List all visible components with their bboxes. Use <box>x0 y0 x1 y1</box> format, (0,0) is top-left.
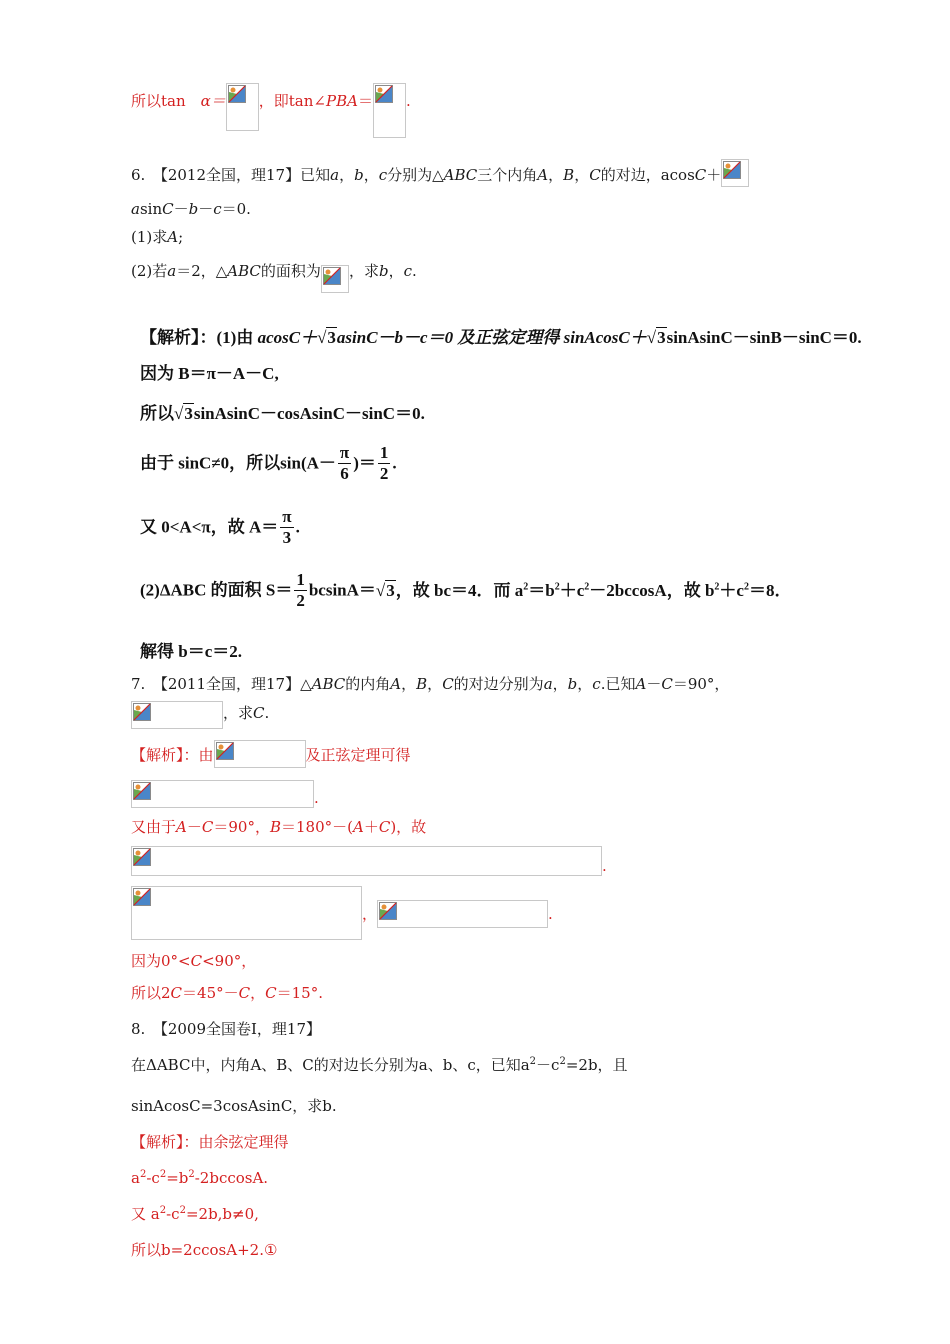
q7-solution-line4: . <box>131 846 607 876</box>
q8-header: 8. 【2009全国卷Ⅰ，理17】 <box>131 1020 322 1038</box>
fraction: $\frac{\pi}{6}$ <box>339 443 350 483</box>
q7-solution-start: 【解析】：由 及正弦定理可得 <box>131 745 411 768</box>
q8-solution-line3: 所以b=2ccosA+2.① <box>131 1241 278 1259</box>
q6-part1: (1)求A; <box>131 228 184 246</box>
q7-solution-line5: ， . <box>131 886 553 940</box>
fraction: $\frac{1}{2}$ <box>379 443 389 483</box>
broken-image-icon <box>131 846 602 876</box>
q6-equation: asinC－b－c＝0. <box>131 200 251 218</box>
q8-solution-line1: $a^2-c^2=b^2-2bccosA$. <box>131 1169 269 1187</box>
q8-solution-line2: 又 $a^2-c^2=2b,b\ne 0$, <box>131 1205 259 1223</box>
q6-statement: 6. 【2012全国，理17】已知a，b，c分别为△ABC三个内角A，B，C的对边，acosC＋ <box>131 165 749 187</box>
q7-solution-line3: 又由于A－C＝90°，B＝180°－(A＋C)，故 <box>131 818 427 836</box>
q7-given: ，求C. <box>131 703 269 729</box>
q7-solution-line7: 所以2C＝45°－C，C＝15°. <box>131 984 323 1002</box>
sol6-line5: 又 0<A<π，故 A＝ $\frac{\pi}{3}$ . <box>140 507 300 547</box>
q8-statement: 在ΔABC中，内角A、B、C的对边长分别为a、b、c，已知$a^2-c^2=2b$，且 <box>131 1056 628 1074</box>
sol6-line1: 【解析】：(1)由 acosC＋√3asinC－b－c＝0 及正弦定理得 sinAcosC＋√3sinAsinC－sinB－sinC＝0. <box>140 328 862 347</box>
q7-solution-line6: 因为0°<C<90°， <box>131 952 257 970</box>
broken-image-icon <box>131 701 223 729</box>
sol6-line7: 解得 b＝c＝2. <box>140 642 242 661</box>
broken-image-icon <box>377 900 548 928</box>
q8-statement-line2: sinAcosC=3cosAsinC，求b. <box>131 1097 337 1115</box>
sol6-line2: 因为 B＝π－A－C, <box>140 364 279 383</box>
q8-solution-label: 【解析】：由余弦定理得 <box>131 1133 289 1151</box>
sol6-line3: 所以√3sinAsinC－cosAsinC－sinC＝0. <box>140 404 425 423</box>
sol6-line4: 由于 sinC≠0，所以sin(A－ $\frac{\pi}{6}$ )＝ $\frac{1}{2}$ . <box>140 443 397 483</box>
fraction: $\frac{\pi}{3}$ <box>282 507 292 547</box>
q6-part2: (2)若a＝2，△ABC的面积为 ，求b，c. <box>131 261 417 293</box>
p5-result-line: 所以tan α＝ ，即tan∠PBA＝ . <box>131 91 411 138</box>
fraction: $\frac{1}{2}$ <box>296 570 305 610</box>
broken-image-icon <box>131 780 314 808</box>
sol6-line6: (2)ΔABC 的面积 S＝ $\frac{1}{2}$ bcsinA＝√3，故 bc＝4．而 $a^2=b^2+c^2-2bccosA$，故 $b^2+c^2=8$． <box>140 570 792 610</box>
broken-image-icon <box>721 159 749 187</box>
broken-image-icon <box>373 83 406 138</box>
broken-image-icon <box>131 886 362 940</box>
broken-image-icon <box>321 265 349 293</box>
broken-image-icon <box>214 740 306 768</box>
q7-statement: 7. 【2011全国，理17】△ABC的内角A，B，C的对边分别为a，b，c.已知A－C＝90°， <box>131 675 730 693</box>
broken-image-icon <box>226 83 259 131</box>
q7-solution-line2: . <box>131 780 319 808</box>
